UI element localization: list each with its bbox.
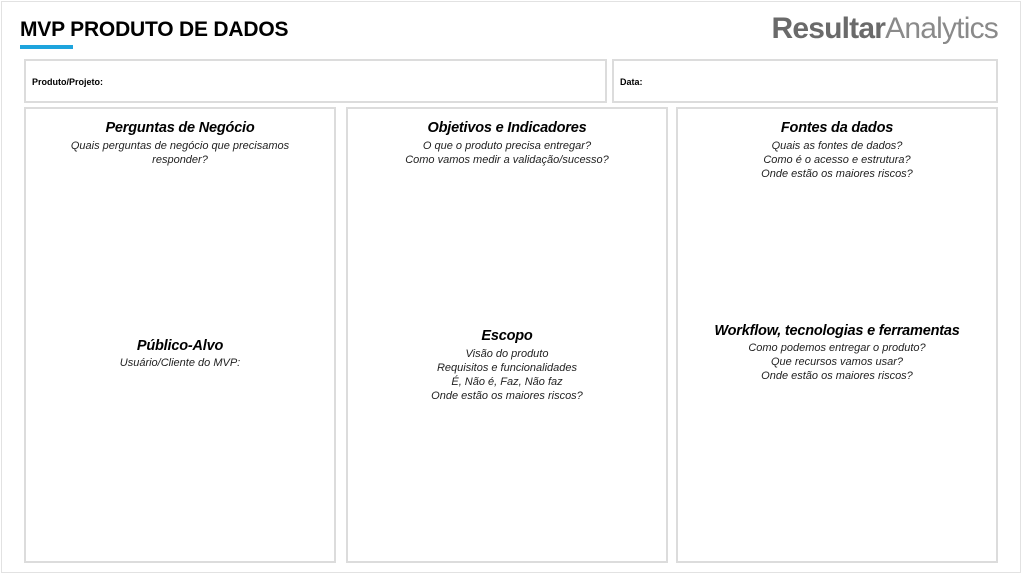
- data-sources-line: Onde estão os maiores riscos?: [761, 168, 913, 180]
- title-underline: [20, 45, 73, 49]
- workflow-line: Que recursos vamos usar?: [770, 356, 904, 368]
- data-sources-line: Como é o acesso e estrutura?: [763, 154, 911, 166]
- scope-text: [358, 347, 656, 403]
- data-sources-line: Quais as fontes de dados?: [771, 140, 903, 152]
- workflow-text: [688, 341, 986, 383]
- scope-line: É, Não é, Faz, Não faz: [451, 376, 563, 388]
- date-field[interactable]: [612, 59, 998, 103]
- target-audience-title: Público-Alvo: [136, 338, 224, 354]
- business-questions-title: Perguntas de Negócio: [105, 120, 255, 136]
- product-field-label: Produto/Projeto:: [32, 77, 103, 87]
- business-questions-line: responder?: [152, 154, 208, 166]
- logo-bold-text: Resultar: [771, 12, 886, 45]
- column-right[interactable]: [676, 107, 998, 563]
- objectives-text: [358, 139, 656, 167]
- workflow-title: Workflow, tecnologias e ferramentas: [714, 323, 960, 339]
- scope-title: Escopo: [481, 328, 533, 344]
- brand-logo: [771, 12, 998, 46]
- date-field-label: Data:: [620, 77, 643, 87]
- column-left[interactable]: [24, 107, 336, 563]
- product-field[interactable]: [24, 59, 607, 103]
- business-questions-line: Quais perguntas de negócio que precisamos: [70, 140, 290, 152]
- data-sources-text: [688, 139, 986, 181]
- column-middle[interactable]: [346, 107, 668, 563]
- scope-line: Requisitos e funcionalidades: [436, 362, 578, 374]
- data-sources-title: Fontes da dados: [780, 120, 894, 136]
- page-title: MVP PRODUTO DE DADOS: [20, 18, 289, 41]
- logo-light-text: Analytics: [885, 12, 998, 45]
- target-audience-text: [46, 356, 314, 370]
- objectives-line: O que o produto precisa entregar?: [422, 140, 592, 152]
- workflow-line: Onde estão os maiores riscos?: [761, 370, 913, 382]
- objectives-line: Como vamos medir a validação/sucesso?: [405, 154, 609, 166]
- business-questions-text: [46, 139, 314, 167]
- scope-line: Visão do produto: [465, 348, 549, 360]
- scope-line: Onde estão os maiores riscos?: [431, 390, 583, 402]
- workflow-line: Como podemos entregar o produto?: [748, 342, 926, 354]
- target-audience-line: Usuário/Cliente do MVP:: [119, 357, 241, 369]
- objectives-title: Objetivos e Indicadores: [427, 120, 587, 136]
